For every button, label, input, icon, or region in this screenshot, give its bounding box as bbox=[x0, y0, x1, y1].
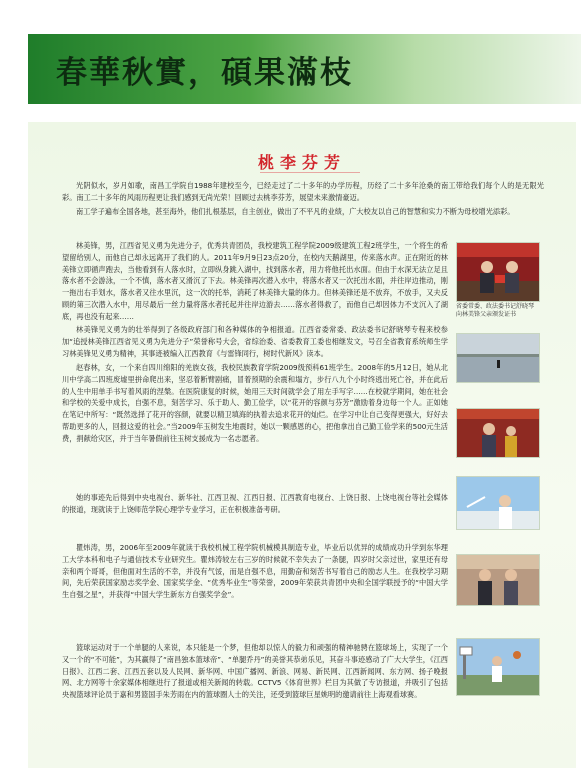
article-title-text: 桃李芬芳 bbox=[257, 153, 346, 172]
article-title bbox=[28, 150, 576, 173]
lin-paragraph-2: 林美锋见义勇为的壮举得到了各级政府部门和各种媒体的争相报道。江西省委常委、政法委书记舒晓琴专程来校参加“追授林美锋江西省见义勇为先进分子”荣誉称号大会，省综治委、省委教育工委也相继发文，号召全省教育系统师生学习林美锋见义勇为精神，其事迹被编入江西教育《与雷锋同行，树时代新风》读本。 bbox=[62, 325, 448, 358]
title-underline bbox=[260, 172, 360, 173]
qu-paragraph-2: 篮球运动对于一个单腿的人来说，本只能是一个梦，但他却以惊人的毅力和顽强的精神驰骋在篮球场上，实现了一个又一个的“不可能”，为其赢得了“南昌独本篮球帝”、“单腿乔丹”的美誉其恭弟乐见，其奋斗事迹感动了广大大学生，《江西日报》、江西二套、江西五套以及人民网、新华网、中国广播网、新浪、网易、新民网、江西新闻网、东方网、扬子晚报网、北方网等十余家媒体相继进行了报道或相关新闻的转载。CCTV5《体育世界》栏目为其做了专访报道，并吸引了包括央视篮球评论员于嘉和男篮国手朱芳雨在内的篮球圈人士的关注，还受到篮球巨星姚明的邀请前往上海观看球赛。 bbox=[62, 643, 448, 700]
intro-paragraph-2: 南工学子遍布全国各地，甚至海外，他们扎根基层，自主创业，做出了不平凡的业绩，广大校友以自己的智慧和实力不断为母校增光添彩。 bbox=[76, 207, 515, 216]
lin-paragraph-1: 林美锋，男，江西省见义勇为先进分子，优秀共青团员，我校建筑工程学院2009级建筑工程2班学生，一个将生的希望留给别人，而他自己却永远离开了我们的人。2011年9月9日23点20分，在校内天鹅湖里，传来落水声。正在附近的林美锋立即循声跑去，当他看到有人落水时，立即纵身跳入湖中，找到落水者，用力将他托出水面。但由于水深无法立足且落水者不会游泳，一个不慎，落水者又滑沉了下去。林美锋再次潜入水中，将落水者又一次托出水面，并往岸边推动，刚一拖出右手划水，落水者又往水里沉，这一次的托举，消耗了林美锋大量的体力。但林美锋还是不放弃，不放手，又夫反顾的第三次潜入水中，用尽最后一丝力量将落水者托起并往岸边游去……落水者得救了，而他自己却因体力不支沉入了湖底，再也没有起来…… bbox=[62, 241, 448, 321]
qu-paragraph-1: 瞿炜涛，男，2006年至2009年就读于我校机械工程学院机械模具制造专业，毕业后以优异的成绩成功升学到东华理工大学本科和电子与通信技术专业研究生。瞿炜涛较左右三岁的时候就不幸失去了一条腿，四岁时父亲过世，家里还有母亲和两个哥哥，但他面对生活的不幸，并没有气馁，而是自强不息，用勤奋和刻苦书写着自己的励志人生。在我校学习期间，先后荣获国家励志奖学金、国家奖学金、“优秀毕业生”等荣誉，2009年荣获共青团中央和全国学联授予的“中国大学生自强之星”，并获得“中国大学生新东方自强奖学金”。 bbox=[62, 543, 448, 600]
zhao-paragraph-1: 赵春林，女，一个来自四川绵阳的羌族女孩，我校民族教育学院2009级预科61班学生。2008年的5月12日，她从北川中学高二四班废墟里拼命爬出来，坚忍着断臂剧痛，冒着预期的余震和塌方，步行八九个小时终逃出死亡谷，并在此后的人生中用单手书写着风雨的涅槃。在医院康复的时候，她用三天时间就学会了用左手写字……在校就学期间，她在社会和学校的关爱中成长，自强不息，刻苦学习、乐于助人、勤工俭学，以“花开的容颜与芬芳”激励着身边每一个人。正如她在笔记中所写：“既然选择了花开的容颜，就要以精卫填海的执着去追求花开的灿烂。在学习中让自己变得更强大，好好去帮助更多的人，回报这爱的社会。”当2009年玉树发生地震时，她以一颗感恩的心，把他拿出自己勤工俭学来的500元生活费，捐献给灾区，并于当年暑假前往玉树支援成为一名志愿者。 bbox=[62, 363, 448, 443]
qu-photo-2 bbox=[456, 638, 540, 696]
zhao-photo-2 bbox=[456, 476, 540, 530]
qu-photo-1 bbox=[456, 554, 540, 606]
lin-photo-caption: 省委常委、政法委书记舒晓琴向林美锋父亲颁发证书 bbox=[456, 303, 535, 318]
lake-photo bbox=[456, 333, 540, 383]
zhao-photo-1 bbox=[456, 408, 540, 458]
article-panel bbox=[28, 122, 576, 768]
header-banner bbox=[28, 34, 581, 104]
ceremony-photo bbox=[456, 242, 540, 302]
zhao-paragraph-2: 她的事迹先后得到中央电视台、新华社、江西卫视、江西日报、江西教育电视台、上饶日报、上饶电视台等社会媒体的报道，现就读于上饶师范学院心理学专业学习，正在积极准备考研。 bbox=[62, 493, 448, 514]
intro-paragraph-1: 光阴似水，岁月如歌，南昌工学院自1988年建校至今，已经走过了二十多年的办学历程，历经了二十多年沧桑的南工带给我们每个人的是无限光彩。南工二十多年的风雨历程更让我们感到无尚光荣！回顾过去桃李芬芳，展望未来激情豪迈。 bbox=[62, 181, 544, 202]
banner-title: 春華秋實，碩果滿枝 bbox=[56, 55, 353, 91]
